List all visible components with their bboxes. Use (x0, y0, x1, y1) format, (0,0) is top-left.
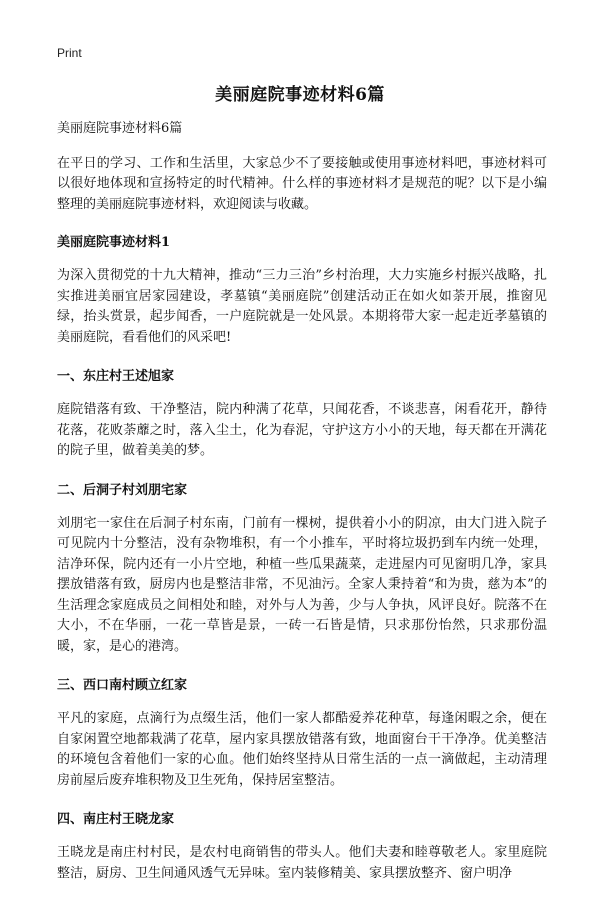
article-subtitle: 美丽庭院事迹材料6篇 (57, 121, 183, 136)
section-heading: 二、后洞子村刘朋宅家 (57, 482, 188, 498)
section-heading: 三、西口南村顾立红家 (57, 678, 188, 693)
section-heading: 四、南庄村王晓龙家 (57, 812, 175, 827)
page-title: 美丽庭院事迹材料6篇 (215, 85, 385, 105)
section-heading: 一、东庄村王述旭家 (57, 369, 175, 384)
section-paragraph: 为深入贯彻党的十九大精神，推动“三力三治”乡村治理，大力实施乡村振兴战略，扎实推进美丽宜居家园建设，孝墓镇“美丽庭院”创建活动正在如火如荼开展，推窗见绿，抬头赏景，起步闻香，一户庭院就是一处风景。本期将带大家一起走近孝墓镇的美丽庭院，看看他们的风采吧! (57, 268, 547, 345)
section-heading: 美丽庭院事迹材料1 (57, 235, 171, 250)
intro-paragraph: 在平日的学习、工作和生活里，大家总少不了要接触或使用事迹材料吧，事迹材料可以很好地体现和宣扬特定的时代精神。什么样的事迹材料才是规范的呢？以下是小编整理的美丽庭院事迹材料，欢迎阅读与收藏。 (57, 155, 547, 212)
section-paragraph: 平凡的家庭，点滴行为点缀生活，他们一家人都酷爱养花种草，每逢闲暇之余，便在自家闲置空地都栽满了花草，屋内家具摆放错落有致，地面窗台干干净净。优美整洁的环境包含着他们一家的心血。他们始终坚持从日常生活的一点一滴做起，主动清理房前屋后废弃堆积物及卫生死角，保持居室整洁。 (57, 711, 547, 788)
section-paragraph: 王晓龙是南庄村村民，是农村电商销售的带头人。他们夫妻和睦尊敬老人。家里庭院整洁，厨房、卫生间通风透气无异味。室内装修精美、家具摆放整齐、窗户明净 (57, 845, 547, 881)
section-paragraph: 刘朋宅一家住在后洞子村东南，门前有一棵树，提供着小小的阴凉，由大门进入院子可见院内十分整洁，没有杂物堆积，有一个小推车，平时将垃圾扔到车内统一处理，洁净环保，院内还有一小片空地，种植一些瓜果蔬菜，走进屋内可见窗明几净，家具摆放错落有致，厨房内也是整洁非常，不见油污。全家人秉持着“和为贵，慈为本”的生活理念家庭成员之间相处和睦，对外与人为善，少与人争执，风评良好。院落不在大小，不在华丽，一花一草皆是景，一砖一石皆是情，只求那份怡然，只求那份温暖，家，是心的港湾。 (57, 515, 547, 654)
print-link[interactable]: Print (57, 46, 82, 60)
section-paragraph: 庭院错落有致、干净整洁，院内种满了花草，只闻花香，不谈悲喜，闲看花开，静待花落，花败荼蘼之时，落入尘土，化为春泥，守护这方小小的天地，每天都在开满花的院子里，做着美美的梦。 (57, 402, 547, 458)
article-body (57, 119, 547, 903)
